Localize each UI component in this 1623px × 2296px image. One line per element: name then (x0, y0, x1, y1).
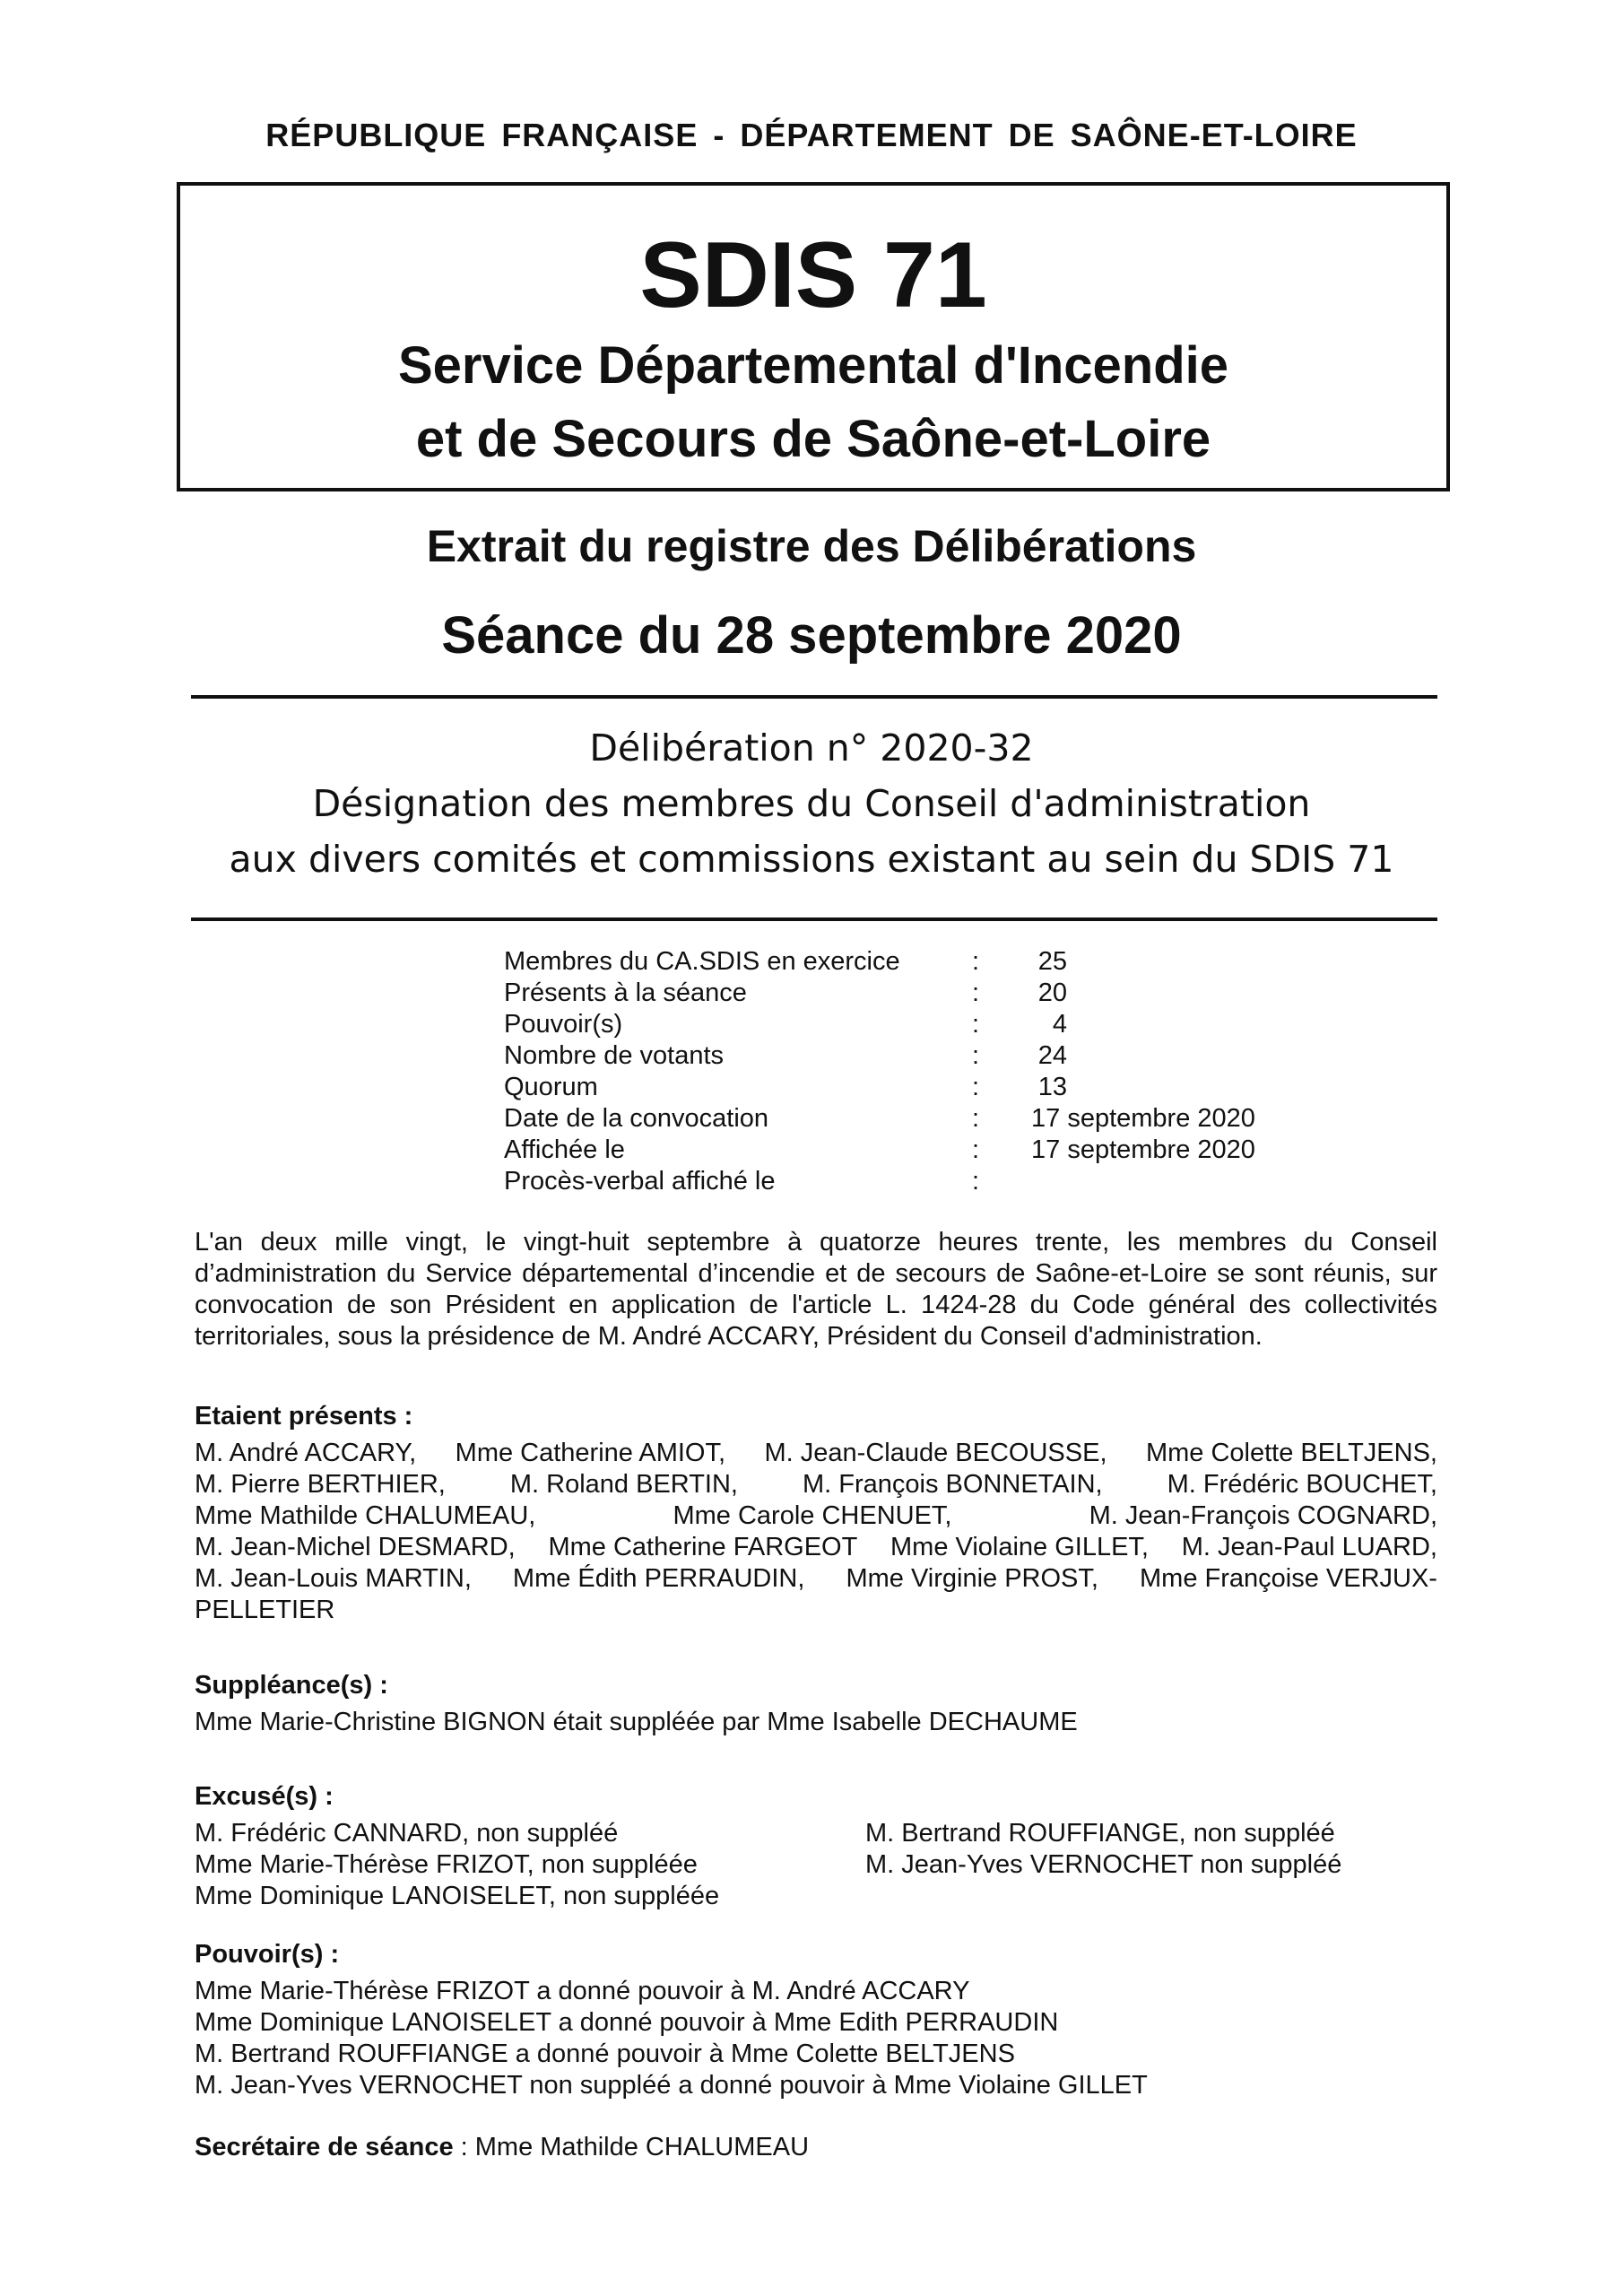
session-date-title: Séance du 28 septembre 2020 (441, 606, 1182, 665)
stat-colon: : (972, 1073, 980, 1101)
pouvoirs-list (195, 1976, 1437, 2101)
stat-colon: : (972, 1135, 980, 1164)
present-member: Mme Catherine FARGEOT (548, 1533, 858, 1561)
pouvoirs-title: Pouvoir(s) : (195, 1940, 340, 1969)
stat-label: Procès-verbal affiché le (504, 1167, 776, 1196)
secretary-name: Mme Mathilde CHALUMEAU (474, 2133, 810, 2161)
present-member: M. Jean-Claude BECOUSSE, (764, 1439, 1107, 1467)
present-member: M. Pierre BERTHIER, (195, 1470, 446, 1499)
presents-title: Etaient présents : (195, 1402, 413, 1431)
stat-colon: : (972, 978, 980, 1007)
presents-line (195, 1500, 1437, 1532)
excuses-left-column (195, 1818, 719, 1912)
registry-extract-title: Extrait du registre des Délibérations (426, 521, 1197, 571)
present-member: M. Frédéric BOUCHET, (1167, 1470, 1437, 1499)
divider-bottom (191, 918, 1437, 921)
stat-value: 25 (1037, 947, 1067, 976)
divider-top (191, 695, 1437, 699)
secretary-separator: : (453, 2133, 475, 2161)
title-box (177, 182, 1450, 491)
stat-label: Présents à la séance (504, 978, 747, 1007)
suppleance-title: Suppléance(s) : (195, 1671, 388, 1700)
stat-colon: : (972, 1010, 980, 1039)
present-member: M. André ACCARY, (195, 1439, 417, 1467)
presents-line (195, 1563, 1437, 1595)
stat-value: 17 septembre 2020 (1031, 1135, 1255, 1164)
deliberation-block (0, 720, 1623, 887)
present-member: PELLETIER (195, 1596, 335, 1624)
deliberation-subject-line-2: aux divers comités et commissions existant au sein du SDIS 71 (229, 838, 1394, 881)
presents-list (195, 1438, 1437, 1626)
excuse-item: Mme Marie-Thérèse FRIZOT, non suppléée (195, 1850, 698, 1879)
excuse-item: M. Jean-Yves VERNOCHET non suppléé (865, 1850, 1342, 1879)
present-member: Mme Françoise VERJUX- (1140, 1564, 1437, 1593)
present-member: M. Roland BERTIN, (509, 1470, 738, 1499)
stat-label: Affichée le (504, 1135, 625, 1164)
present-member: Mme Colette BELTJENS, (1145, 1439, 1437, 1467)
present-member: Mme Violaine GILLET, (890, 1533, 1149, 1561)
presents-line (195, 1595, 1437, 1626)
deliberation-number: Délibération n° 2020-32 (589, 726, 1034, 770)
excuses-right-column (865, 1818, 1341, 1881)
present-member: M. Jean-Michel DESMARD, (195, 1533, 516, 1561)
stat-value: 4 (1052, 1010, 1067, 1039)
deliberation-subject-line-1: Désignation des membres du Conseil d'administration (312, 782, 1311, 825)
sdis-title: SDIS 71 (639, 223, 987, 327)
stat-value: 13 (1037, 1073, 1067, 1101)
presents-line (195, 1532, 1437, 1563)
present-member: Mme Carole CHENUET, (673, 1501, 952, 1530)
excuses-title: Excusé(s) : (195, 1782, 334, 1811)
stat-label: Pouvoir(s) (504, 1010, 623, 1039)
republic-header: RÉPUBLIQUE FRANÇAISE - DÉPARTEMENT DE SAÔNE-ET-LOIRE (265, 117, 1358, 153)
secretary-line (195, 2133, 809, 2162)
suppleance-text: Mme Marie-Christine BIGNON était suppléée par Mme Isabelle DECHAUME (195, 1708, 1078, 1736)
service-name-line-1: Service Départemental d'Incendie (397, 336, 1229, 395)
stat-label: Quorum (504, 1073, 598, 1101)
stat-value: 17 septembre 2020 (1031, 1104, 1255, 1133)
pouvoir-item: M. Jean-Yves VERNOCHET non suppléé a donné pouvoir à Mme Violaine GILLET (195, 2071, 1148, 2100)
pouvoir-item: Mme Marie-Thérèse FRIZOT a donné pouvoir à M. André ACCARY (195, 1977, 970, 2005)
excuse-item: M. Bertrand ROUFFIANGE, non suppléé (865, 1819, 1335, 1848)
stat-colon: : (972, 1041, 980, 1070)
excuse-item: Mme Dominique LANOISELET, non suppléée (195, 1882, 720, 1910)
stat-colon: : (972, 947, 980, 976)
presents-line (195, 1438, 1437, 1469)
stat-colon: : (972, 1167, 980, 1196)
pouvoir-item: M. Bertrand ROUFFIANGE a donné pouvoir à Mme Colette BELTJENS (195, 2039, 1015, 2068)
stat-value: 24 (1037, 1041, 1067, 1070)
stat-label: Membres du CA.SDIS en exercice (504, 947, 900, 976)
stat-label: Nombre de votants (504, 1041, 725, 1070)
stat-value: 20 (1037, 978, 1067, 1007)
presents-line (195, 1469, 1437, 1500)
present-member: Mme Catherine AMIOT, (455, 1439, 726, 1467)
stat-label: Date de la convocation (504, 1104, 769, 1133)
secretary-label: Secrétaire de séance (195, 2133, 454, 2161)
present-member: Mme Mathilde CHALUMEAU, (195, 1501, 536, 1530)
stat-colon: : (972, 1104, 980, 1133)
present-member: M. Jean-Louis MARTIN, (195, 1564, 472, 1593)
present-member: M. Jean-Paul LUARD, (1181, 1533, 1437, 1561)
present-member: Mme Édith PERRAUDIN, (512, 1564, 805, 1593)
present-member: M. Jean-François COGNARD, (1089, 1501, 1437, 1530)
present-member: M. François BONNETAIN, (803, 1470, 1103, 1499)
present-member: Mme Virginie PROST, (846, 1564, 1098, 1593)
excuse-item: M. Frédéric CANNARD, non suppléé (195, 1819, 619, 1848)
service-name-line-2: et de Secours de Saône-et-Loire (415, 410, 1211, 468)
pouvoir-item: Mme Dominique LANOISELET a donné pouvoir à Mme Edith PERRAUDIN (195, 2008, 1059, 2037)
intro-paragraph: L'an deux mille vingt, le vingt-huit septembre à quatorze heures trente, les membres du Conseil d’administration du Service départemental d’incendie et de secours de Saône-et-Loire se sont réunis, sur convocation de son Président en application de l'article L. 1424-28 du Code général des collectivités territoriales, sous la présidence de M. André ACCARY, Président du Conseil d'administration. (195, 1228, 1437, 1351)
